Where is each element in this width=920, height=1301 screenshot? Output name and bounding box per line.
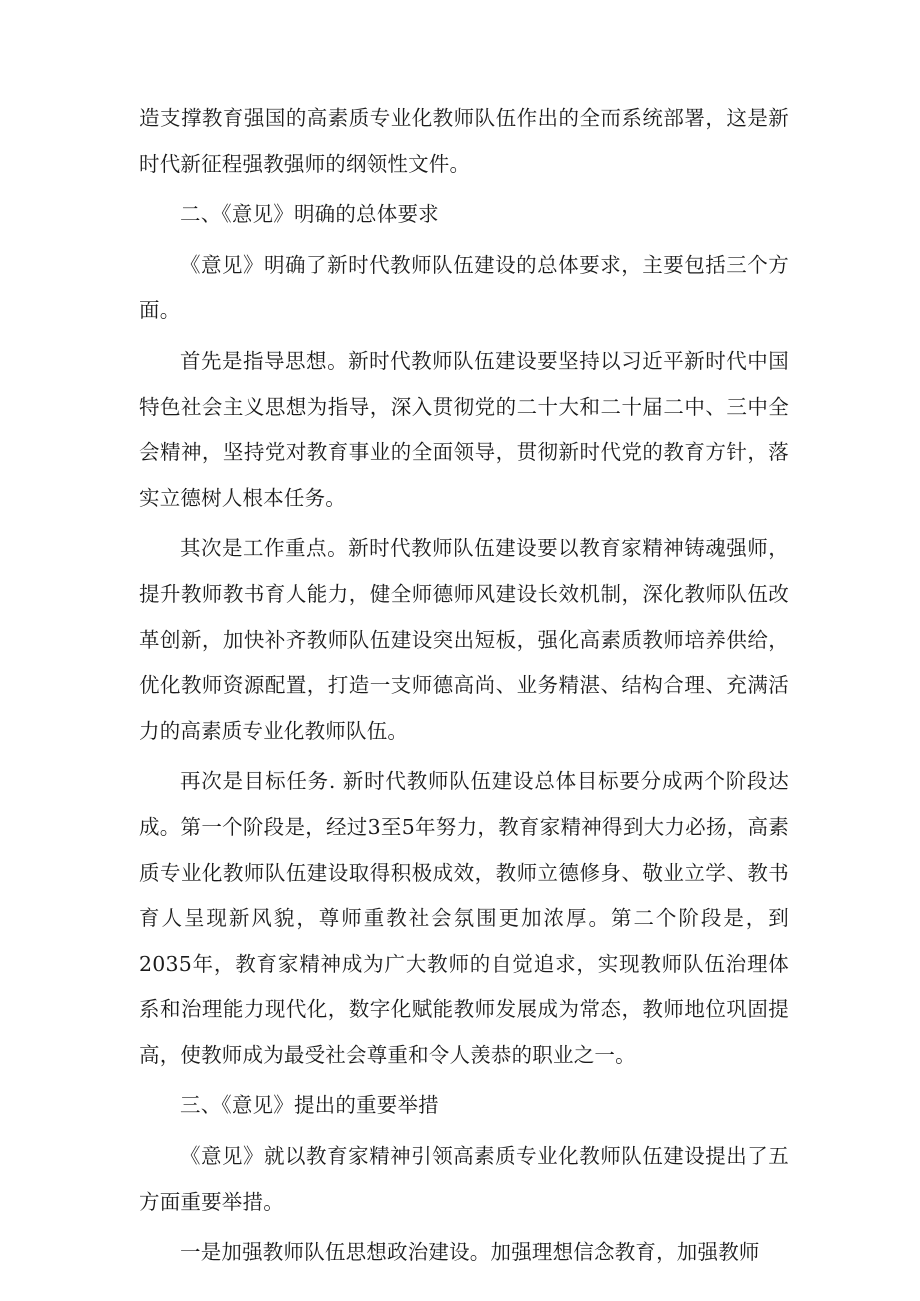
paragraph-measures-intro: 《意见》就以教育家精神引领高素质专业化教师队伍建设提出了五方面重要举措。 (139, 1144, 789, 1214)
paragraph-work-focus: 其次是工作重点。新时代教师队伍建设要以教育家精神铸魂强师，提升教师教书育人能力，健全师德师风建设长效机制，深化教师队伍改革创新，加快补齐教师队伍建设突出短板，强化高素质教师培养供给，优化教师资源配置，打造一支师德高尚、业务精湛、结构合理、充满活力的高素质专业化教师队伍。 (139, 536, 789, 743)
section-heading-2: 二、《意见》明确的总体要求 (180, 202, 439, 227)
section-heading-3: 三、《意见》提出的重要举措 (180, 1093, 439, 1118)
paragraph-measure-one: 一是加强教师队伍思想政治建设。加强理想信念教育，加强教师 (180, 1240, 760, 1265)
paragraph-guiding-thought: 首先是指导思想。新时代教师队伍建设要坚持以习近平新时代中国特色社会主义思想为指导，深入贯彻党的二十大和二十届二中、三中全会精神，坚持党对教育事业的全面领导，贯彻新时代党的教育方针，落实立德树人根本任务。 (139, 348, 789, 510)
paragraph-goals: 再次是目标任务. 新时代教师队伍建设总体目标要分成两个阶段达成。第一个阶段是，经过3至5年努力，教育家精神得到大力必扬，高素质专业化教师队伍建设取得积极成效，教师立德修身、敬业立学、教书育人呈现新风貌，尊师重教社会氛围更加浓厚。第二个阶段是，到2035年，教育家精神成为广大教师的自觉追求，实现教师队伍治理体系和治理能力现代化，数字化赋能教师发展成为常态，教师地位巩固提高，使教师成为最受社会尊重和令人羡恭的职业之一。 (139, 769, 789, 1067)
paragraph-continued: 造支撑教育强国的高素质专业化教师队伍作出的全而系统部署，这是新时代新征程强教强师的纲领性文件。 (139, 106, 789, 176)
paragraph-overall-requirements: 《意见》明确了新时代教师队伍建设的总体要求，主要包括三个方面。 (139, 252, 789, 323)
document-body (139, 96, 789, 1276)
